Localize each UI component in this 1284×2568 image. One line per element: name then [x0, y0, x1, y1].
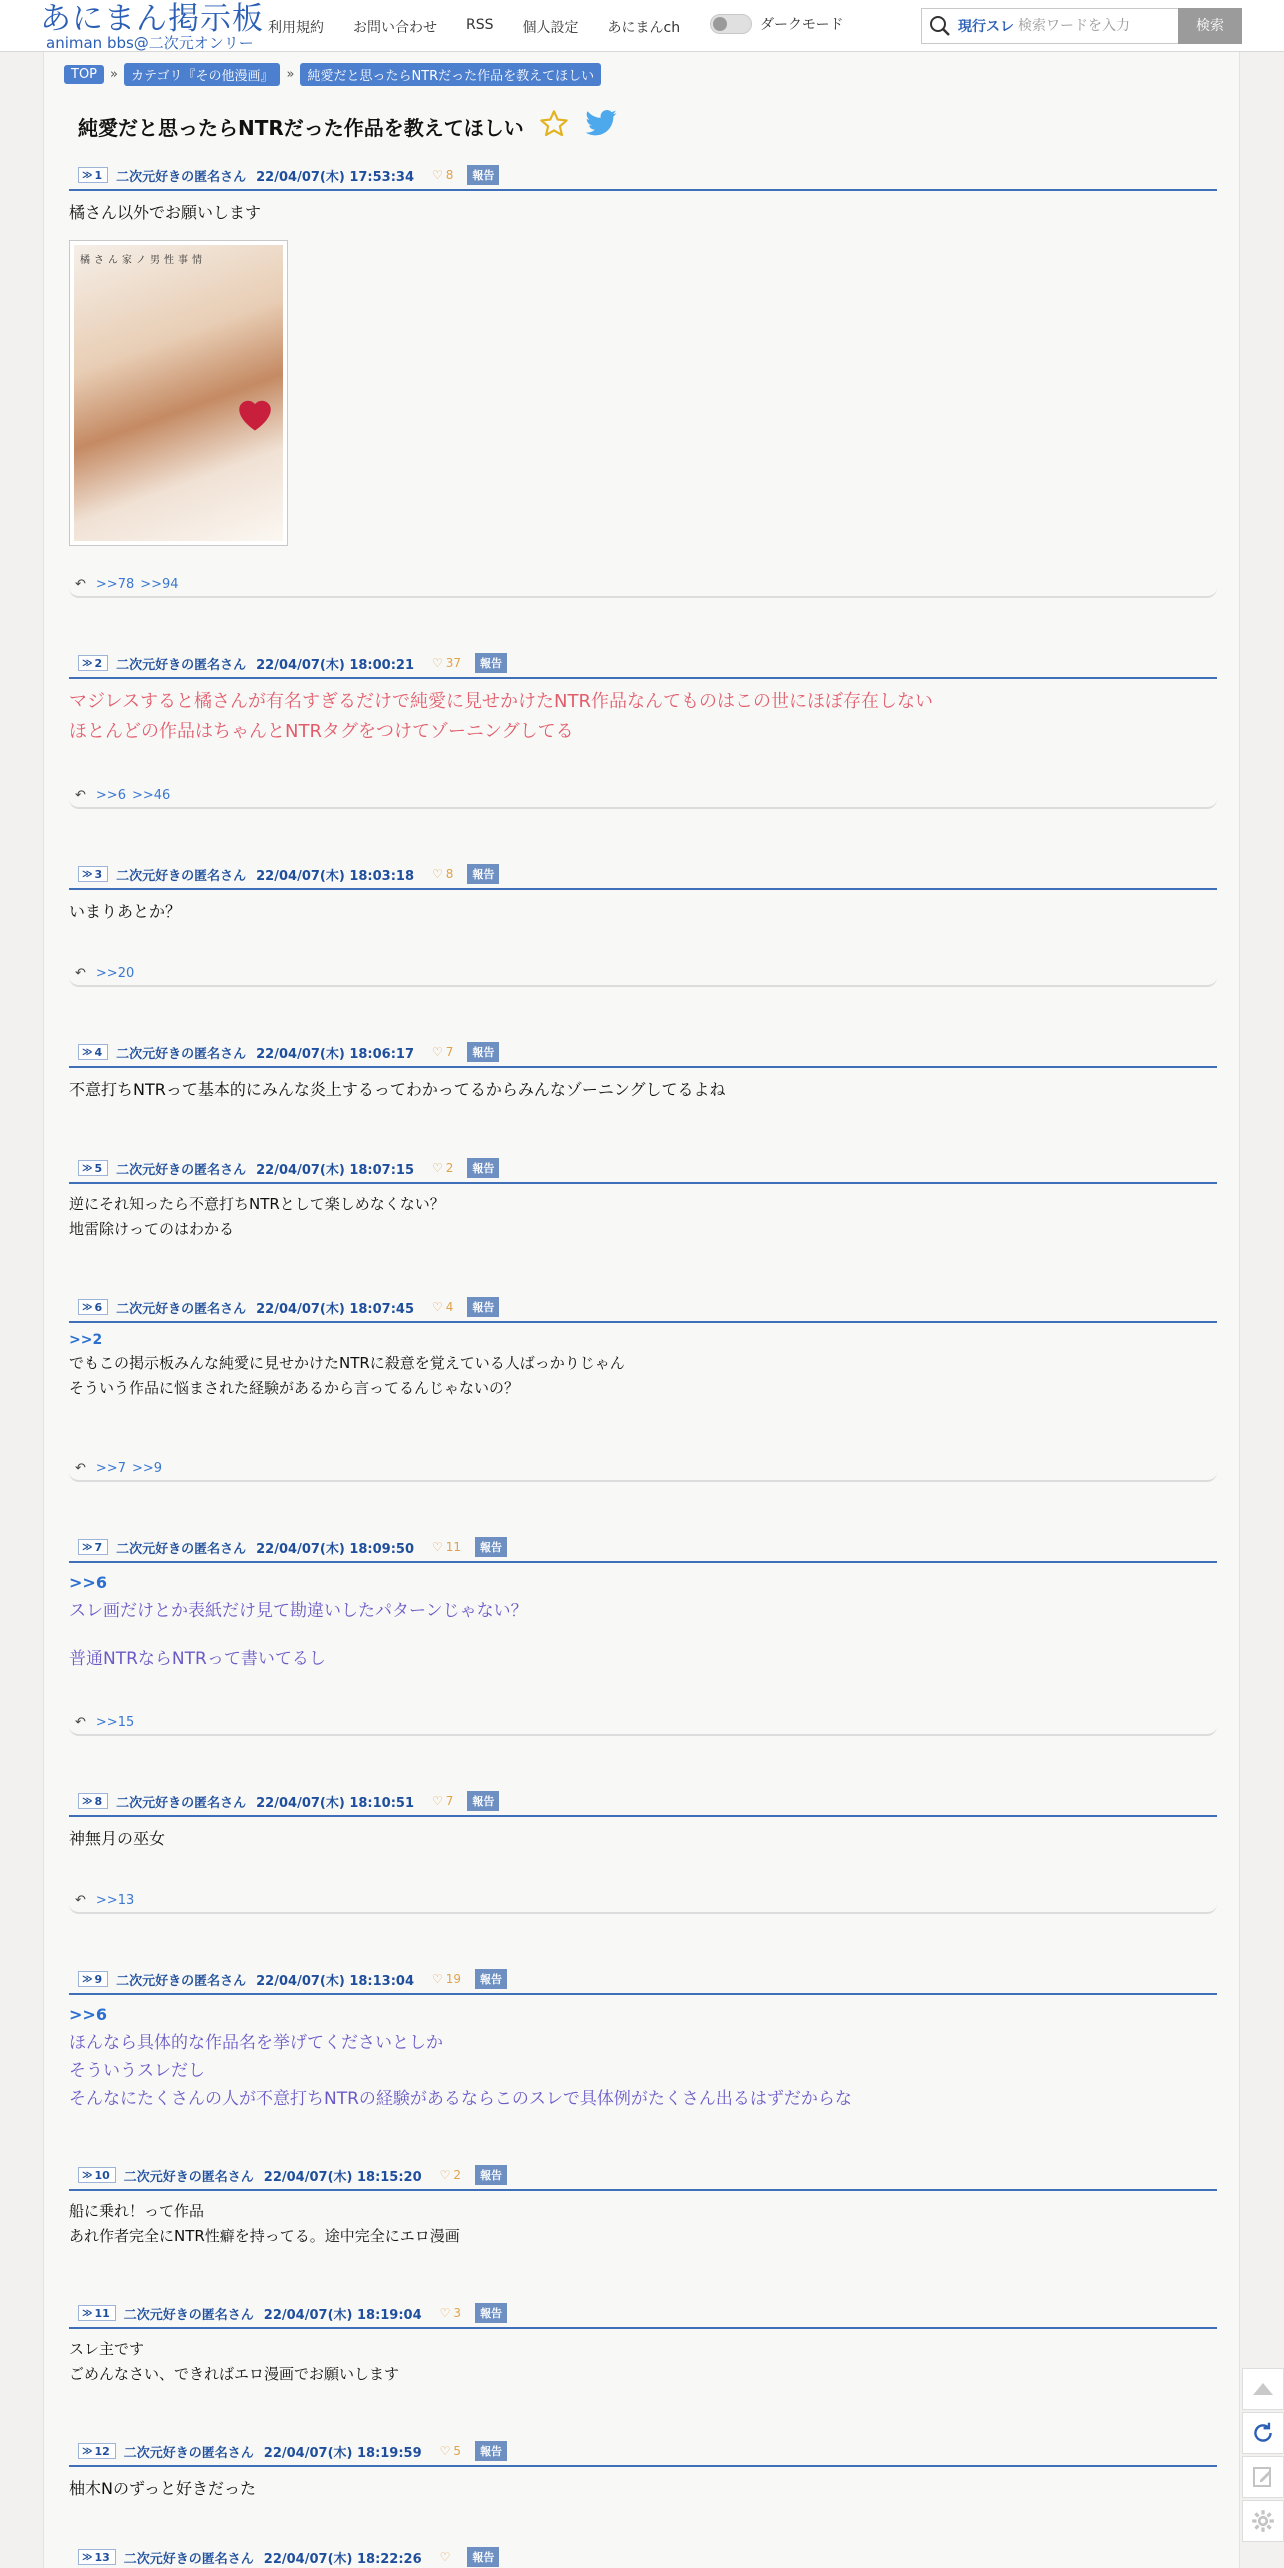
post-date: 22/04/07(木) 18:13:04: [256, 1973, 414, 1989]
reply-link[interactable]: >>94: [140, 576, 179, 592]
like-button[interactable]: [432, 1300, 453, 1314]
post-line: そういうスレだし: [69, 2061, 205, 2081]
search-box: [921, 8, 1242, 44]
post-number[interactable]: ≫ 4: [78, 1044, 108, 1060]
post-divider: [69, 2465, 1217, 2467]
post-divider: [69, 1066, 1217, 1068]
refresh-icon: [1250, 2420, 1276, 2446]
heart-logo-icon: [234, 393, 276, 433]
anchor-link[interactable]: >>2: [69, 1332, 103, 1348]
post-header: [69, 652, 1217, 674]
heart-icon: ♡: [432, 656, 443, 670]
post-divider: [69, 2327, 1217, 2329]
post-date: 22/04/07(木) 18:03:18: [256, 868, 414, 884]
like-button[interactable]: [440, 2444, 461, 2458]
post-body: [69, 898, 1217, 925]
post-line: ほんなら具体的な作品名を挙げてくださいとしか: [69, 2033, 443, 2053]
reload-button[interactable]: [1242, 2412, 1284, 2454]
post-divider: [69, 189, 1217, 191]
report-button[interactable]: 報告: [475, 1969, 507, 1989]
like-count: 8: [445, 168, 454, 182]
reply-link[interactable]: >>13: [95, 1892, 135, 1908]
breadcrumb: [64, 63, 601, 86]
heart-icon: ♡: [432, 1300, 443, 1314]
post-header: [69, 1536, 1217, 1558]
post-body: [69, 1192, 1217, 1242]
post-date: 22/04/07(木) 18:10:51: [256, 1795, 414, 1811]
post-number[interactable]: ≫ 2: [78, 655, 108, 671]
triangle-up-icon: [1252, 2382, 1274, 2396]
post-body: [69, 2001, 1217, 2113]
like-count: 37: [445, 656, 462, 670]
reply-icon: ↶: [75, 1892, 86, 1908]
search-icon: [922, 9, 958, 43]
poster-name: 二次元好きの匿名さん: [116, 1541, 247, 1557]
heart-icon: ♡: [432, 867, 443, 881]
nav-contact[interactable]: お問い合わせ: [353, 20, 437, 36]
heart-icon: ♡: [432, 1794, 443, 1808]
like-button[interactable]: [440, 2306, 461, 2320]
reply-links: [69, 961, 1217, 987]
site-logo[interactable]: [40, 1, 264, 52]
scroll-top-button[interactable]: [1242, 2368, 1284, 2410]
top-bar: [0, 0, 1284, 52]
post-line: 神無月の巫女: [69, 1829, 166, 1848]
post-number[interactable]: ≫ 11: [78, 2305, 116, 2321]
post-line: マジレスすると橘さんが有名すぎるだけで純愛に見せかけたNTR作品なんてものはこの世にほぼ存在しない: [69, 691, 933, 712]
post-2: [69, 652, 1217, 747]
post-line: 柚木Nのずっと好きだった: [69, 2479, 257, 2498]
post-date: 22/04/07(木) 18:19:04: [263, 2307, 422, 2323]
post-line: でもこの掲示板みんな純愛に見せかけたNTRに殺意を覚えている人ばっかりじゃん: [69, 1354, 625, 1372]
anchor-link[interactable]: >>6: [69, 2005, 107, 2024]
like-button[interactable]: [440, 2168, 461, 2182]
post-date: 22/04/07(木) 18:07:15: [256, 1162, 414, 1178]
poster-name: 二次元好きの匿名さん: [116, 1973, 247, 1989]
anchor-link[interactable]: >>6: [69, 1573, 107, 1592]
reply-links: [69, 783, 1217, 809]
reply-link[interactable]: >>6: [95, 787, 126, 803]
poster-name: 二次元好きの匿名さん: [123, 2551, 254, 2567]
post-3: [69, 863, 1217, 925]
dark-mode-switch[interactable]: [710, 14, 752, 34]
heart-icon: ♡: [432, 1161, 443, 1175]
report-button[interactable]: 報告: [467, 1158, 499, 1178]
like-count: 7: [445, 1794, 454, 1808]
like-count: 19: [445, 1972, 462, 1986]
post-date: 22/04/07(木) 18:07:45: [256, 1301, 414, 1317]
cover-caption: 橘さん家ノ男性事情: [80, 255, 206, 266]
post-body: [69, 1825, 1217, 1852]
post-number[interactable]: ≫ 1: [78, 167, 108, 183]
heart-icon: ♡: [432, 1045, 443, 1059]
post-body: [69, 1569, 1217, 1673]
post-date: 22/04/07(木) 18:06:17: [256, 1046, 414, 1062]
post-number[interactable]: ≫ 13: [78, 2549, 116, 2565]
post-body: [69, 1329, 1217, 1401]
settings-button[interactable]: [1242, 2500, 1284, 2542]
gear-icon: [1250, 2508, 1276, 2534]
post-header: [69, 1790, 1217, 1812]
report-button[interactable]: 報告: [475, 1537, 507, 1557]
poster-name: 二次元好きの匿名さん: [116, 1046, 247, 1062]
reply-link[interactable]: >>20: [95, 965, 135, 981]
post-10: [69, 2164, 1217, 2249]
heart-icon: ♡: [432, 168, 443, 182]
report-button[interactable]: 報告: [467, 165, 499, 185]
reply-link[interactable]: >>9: [131, 1460, 163, 1476]
breadcrumb-top[interactable]: TOP: [64, 65, 104, 84]
thread-title-row: [78, 108, 618, 144]
like-count: 3: [453, 2306, 462, 2320]
post-number[interactable]: ≫ 5: [78, 1160, 108, 1176]
post-line: 地雷除けってのはわかる: [69, 1220, 235, 1238]
reply-link[interactable]: >>46: [131, 787, 171, 803]
reply-links: [69, 572, 1217, 598]
like-button[interactable]: [432, 168, 453, 182]
post-image[interactable]: [69, 240, 288, 546]
post-number[interactable]: ≫ 12: [78, 2443, 116, 2459]
poster-name: 二次元好きの匿名さん: [123, 2445, 254, 2461]
post-header: [69, 1157, 1217, 1179]
post-line: そんなにたくさんの人が不意打ちNTRの経験があるならこのスレで具体例がたくさん出るはずだからな: [69, 2089, 852, 2109]
dark-mode-toggle[interactable]: [710, 14, 843, 34]
heart-icon: ♡: [439, 2306, 451, 2320]
post-header: [69, 863, 1217, 885]
heart-icon: ♡: [439, 2444, 451, 2458]
post-header: [69, 1041, 1217, 1063]
report-button[interactable]: 報告: [467, 2547, 499, 2567]
post-date: 22/04/07(木) 18:22:26: [263, 2551, 422, 2567]
post-body: [69, 1076, 1217, 1103]
page-title: 純愛だと思ったらNTRだった作品を教えてほしい: [78, 115, 524, 140]
poster-name: 二次元好きの匿名さん: [116, 657, 247, 673]
dark-mode-label: ダークモード: [760, 17, 844, 33]
post-body: [69, 687, 1217, 747]
post-divider: [69, 1815, 1217, 1817]
report-button[interactable]: 報告: [475, 2303, 507, 2323]
breadcrumb-category[interactable]: カテゴリ『その他漫画』: [124, 63, 280, 86]
post-header: [69, 2546, 1217, 2568]
post-header: [69, 2440, 1217, 2462]
star-icon[interactable]: [538, 108, 570, 144]
post-divider: [69, 1561, 1217, 1563]
post-header: [69, 164, 1217, 186]
like-button[interactable]: [432, 1794, 453, 1808]
post-line: そういう作品に悩まされた経験があるから言ってるんじゃないの？: [69, 1379, 520, 1397]
reply-icon: ↶: [75, 1714, 86, 1730]
heart-icon: ♡: [432, 1540, 443, 1554]
like-count: 2: [445, 1161, 454, 1175]
like-count: 7: [445, 1045, 454, 1059]
post-header: [69, 2164, 1217, 2186]
post-4: [69, 1041, 1217, 1103]
search-button[interactable]: 検索: [1178, 8, 1242, 44]
post-13: [69, 2546, 1217, 2568]
like-button[interactable]: [440, 2550, 454, 2564]
report-button[interactable]: 報告: [475, 2165, 507, 2185]
post-number[interactable]: ≫ 8: [78, 1793, 108, 1809]
poster-name: 二次元好きの匿名さん: [116, 1301, 247, 1317]
search-scope[interactable]: 現行スレ: [958, 19, 1014, 35]
post-divider: [69, 1321, 1217, 1323]
like-count: 4: [445, 1300, 454, 1314]
nav-settings[interactable]: 個人設定: [522, 20, 579, 36]
post-body: [69, 199, 1217, 226]
report-button[interactable]: 報告: [475, 653, 507, 673]
logo-title: あにまん掲示板: [40, 1, 264, 37]
post-number[interactable]: ≫ 6: [78, 1299, 108, 1315]
poster-name: 二次元好きの匿名さん: [116, 868, 247, 884]
breadcrumb-thread[interactable]: 純愛だと思ったらNTRだった作品を教えてほしい: [300, 63, 601, 86]
post-number[interactable]: ≫ 7: [78, 1539, 108, 1555]
nav-terms[interactable]: 利用規約: [268, 20, 324, 36]
post-number[interactable]: ≫ 9: [78, 1971, 108, 1987]
manga-cover-image: [74, 245, 283, 541]
post-line: 不意打ちNTRって基本的にみんな炎上するってわかってるからみんなゾーニングしてるよね: [69, 1080, 726, 1099]
post-line: 船に乗れ！って作品: [69, 2202, 205, 2220]
post-line: スレ主です: [69, 2340, 145, 2358]
post-9: [69, 1968, 1217, 2113]
post-date: 22/04/07(木) 18:00:21: [256, 657, 414, 673]
like-count: 2: [453, 2168, 462, 2182]
post-line: 逆にそれ知ったら不意打ちNTRとして楽しめなくない？: [69, 1195, 445, 1213]
post-date: 22/04/07(木) 17:53:34: [256, 169, 414, 185]
post-date: 22/04/07(木) 18:15:20: [263, 2169, 422, 2185]
post-header: [69, 1968, 1217, 1990]
poster-name: 二次元好きの匿名さん: [123, 2307, 254, 2323]
thread-panel: [43, 52, 1240, 2568]
nav-animanch[interactable]: あにまんch: [607, 20, 681, 36]
reply-link[interactable]: >>15: [95, 1714, 135, 1730]
report-button[interactable]: 報告: [467, 864, 499, 884]
post-body: [69, 2337, 1217, 2387]
post-line: ごめんなさい、できればエロ漫画でお願いします: [69, 2365, 400, 2383]
search-input[interactable]: [1018, 11, 1173, 41]
poster-name: 二次元好きの匿名さん: [116, 1162, 247, 1178]
post-6: [69, 1296, 1217, 1401]
post-1: [69, 164, 1217, 226]
reply-icon: ↶: [75, 965, 86, 981]
logo-subtitle: animan bbs@二次元オンリー: [46, 34, 254, 52]
post-8: [69, 1790, 1217, 1852]
post-date: 22/04/07(木) 18:09:50: [256, 1541, 414, 1557]
report-button[interactable]: 報告: [475, 2441, 507, 2461]
nav-rss[interactable]: RSS: [466, 17, 494, 33]
reply-icon: ↶: [75, 576, 86, 592]
like-count: 8: [445, 867, 454, 881]
report-button[interactable]: 報告: [467, 1297, 499, 1317]
reply-link[interactable]: >>7: [95, 1460, 126, 1476]
reply-icon: ↶: [75, 787, 86, 803]
post-11: [69, 2302, 1217, 2387]
edit-icon: [1251, 2465, 1275, 2489]
heart-icon: ♡: [432, 1972, 443, 1986]
post-line: あれ作者完全にNTR性癖を持ってる。途中完全にエロ漫画: [69, 2227, 460, 2245]
poster-name: 二次元好きの匿名さん: [123, 2169, 254, 2185]
report-button[interactable]: 報告: [467, 1791, 499, 1811]
floating-tools: [1242, 2368, 1284, 2544]
post-divider: [69, 2189, 1217, 2191]
like-button[interactable]: [432, 1045, 453, 1059]
post-body: [69, 2199, 1217, 2249]
post-divider: [69, 888, 1217, 890]
like-button[interactable]: [432, 1540, 461, 1554]
heart-icon: ♡: [439, 2168, 451, 2182]
reply-links: [69, 1710, 1217, 1736]
post-divider: [69, 1182, 1217, 1184]
report-button[interactable]: 報告: [467, 1042, 499, 1062]
like-button[interactable]: [432, 867, 453, 881]
post-line: 橘さん以外でお願いします: [69, 203, 262, 222]
post-date: 22/04/07(木) 18:19:59: [263, 2445, 422, 2461]
write-button[interactable]: [1242, 2456, 1284, 2498]
top-nav: [268, 17, 680, 37]
breadcrumb-separator: »: [110, 67, 118, 82]
poster-name: 二次元好きの匿名さん: [116, 169, 247, 185]
post-line: ほとんどの作品はちゃんとNTRタグをつけてゾーニングしてる: [69, 721, 574, 742]
post-body: [69, 2475, 1217, 2502]
post-12: [69, 2440, 1217, 2502]
post-header: [69, 1296, 1217, 1318]
post-line: 普通NTRならNTRって書いてるし: [69, 1649, 326, 1669]
twitter-icon[interactable]: [584, 109, 618, 143]
post-line: スレ画だけとか表紙だけ見て勘違いしたパターンじゃない？: [69, 1601, 528, 1621]
like-button[interactable]: [432, 1161, 453, 1175]
reply-link[interactable]: >>78: [95, 576, 135, 592]
post-line: いまりあとか？: [69, 902, 182, 921]
post-divider: [69, 1993, 1217, 1995]
post-5: [69, 1157, 1217, 1242]
reply-icon: ↶: [75, 1460, 86, 1476]
post-number[interactable]: ≫ 3: [78, 866, 108, 882]
reply-links: [69, 1888, 1217, 1914]
post-7: [69, 1536, 1217, 1673]
like-button[interactable]: [432, 1972, 461, 1986]
post-number[interactable]: ≫ 10: [78, 2167, 116, 2183]
poster-name: 二次元好きの匿名さん: [116, 1795, 247, 1811]
like-button[interactable]: [432, 656, 461, 670]
post-divider: [69, 677, 1217, 679]
heart-icon: ♡: [439, 2550, 451, 2564]
like-count: 11: [445, 1540, 462, 1554]
post-blank-line: [69, 1625, 1217, 1645]
reply-links: [69, 1456, 1217, 1482]
breadcrumb-separator: »: [286, 67, 295, 82]
like-count: 5: [453, 2444, 462, 2458]
post-header: [69, 2302, 1217, 2324]
